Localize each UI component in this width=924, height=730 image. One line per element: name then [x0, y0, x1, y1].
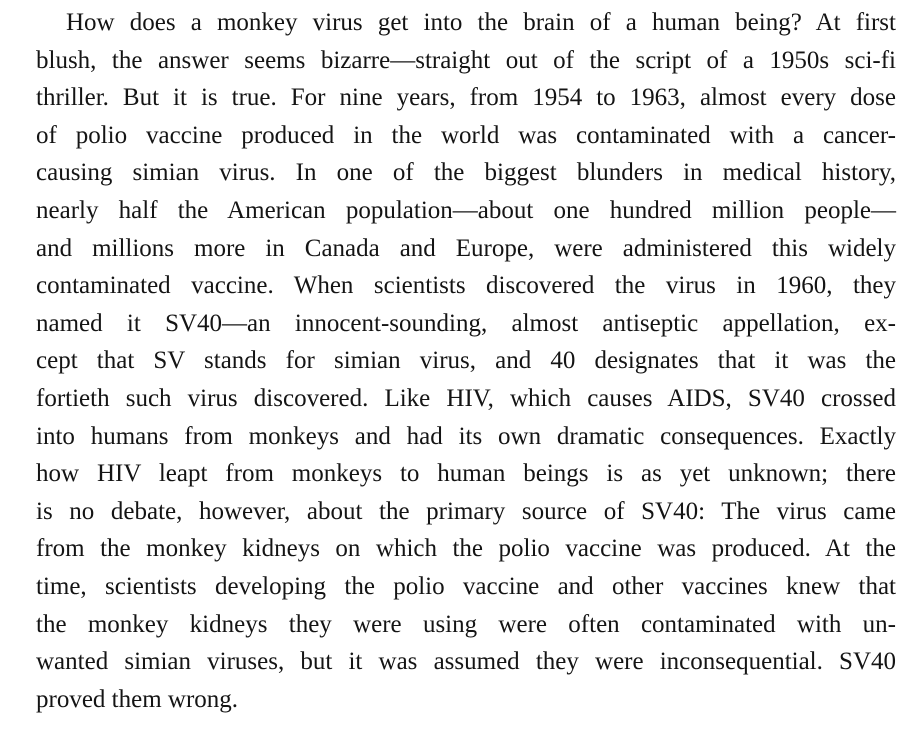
paragraph-line: named it SV40—an innocent-sounding, almost antiseptic appellation, ex- — [36, 309, 896, 337]
paragraph-line: fortieth such virus discovered. Like HIV, which causes AIDS, SV40 crossed — [36, 384, 896, 412]
paragraph-line: of polio vaccine produced in the world was contaminated with a cancer- — [36, 121, 896, 149]
paragraph-line: nearly half the American population—about one hundred million people— — [36, 196, 896, 224]
paragraph-line: blush, the answer seems bizarre—straight out of the script of a 1950s sci-fi — [36, 46, 896, 74]
paragraph-line: contaminated vaccine. When scientists discovered the virus in 1960, they — [36, 272, 896, 300]
paragraph-line: wanted simian viruses, but it was assumed they were inconsequential. SV40 — [36, 648, 896, 676]
paragraph-line: thriller. But it is true. For nine years, from 1954 to 1963, almost every dose — [36, 84, 896, 112]
body-paragraph — [36, 4, 896, 718]
paragraph-line: into humans from monkeys and had its own dramatic consequences. Exactly — [36, 422, 896, 450]
paragraph-line: and millions more in Canada and Europe, were administered this widely — [36, 234, 896, 262]
paragraph-line: time, scientists developing the polio vaccine and other vaccines knew that — [36, 572, 896, 600]
paragraph-line: How does a monkey virus get into the brain of a human being? At first — [66, 9, 896, 36]
paragraph-line: causing simian virus. In one of the biggest blunders in medical history, — [36, 159, 896, 187]
paragraph-line: the monkey kidneys they were using were often contaminated with un- — [36, 610, 896, 638]
paragraph-line: how HIV leapt from monkeys to human beings is as yet unknown; there — [36, 460, 896, 488]
paragraph-line: proved them wrong. — [36, 685, 239, 713]
paragraph-line: cept that SV stands for simian virus, and 40 designates that it was the — [36, 347, 896, 375]
paragraph-line: is no debate, however, about the primary source of SV40: The virus came — [36, 497, 896, 525]
paragraph-line: from the monkey kidneys on which the polio vaccine was produced. At the — [36, 535, 896, 563]
